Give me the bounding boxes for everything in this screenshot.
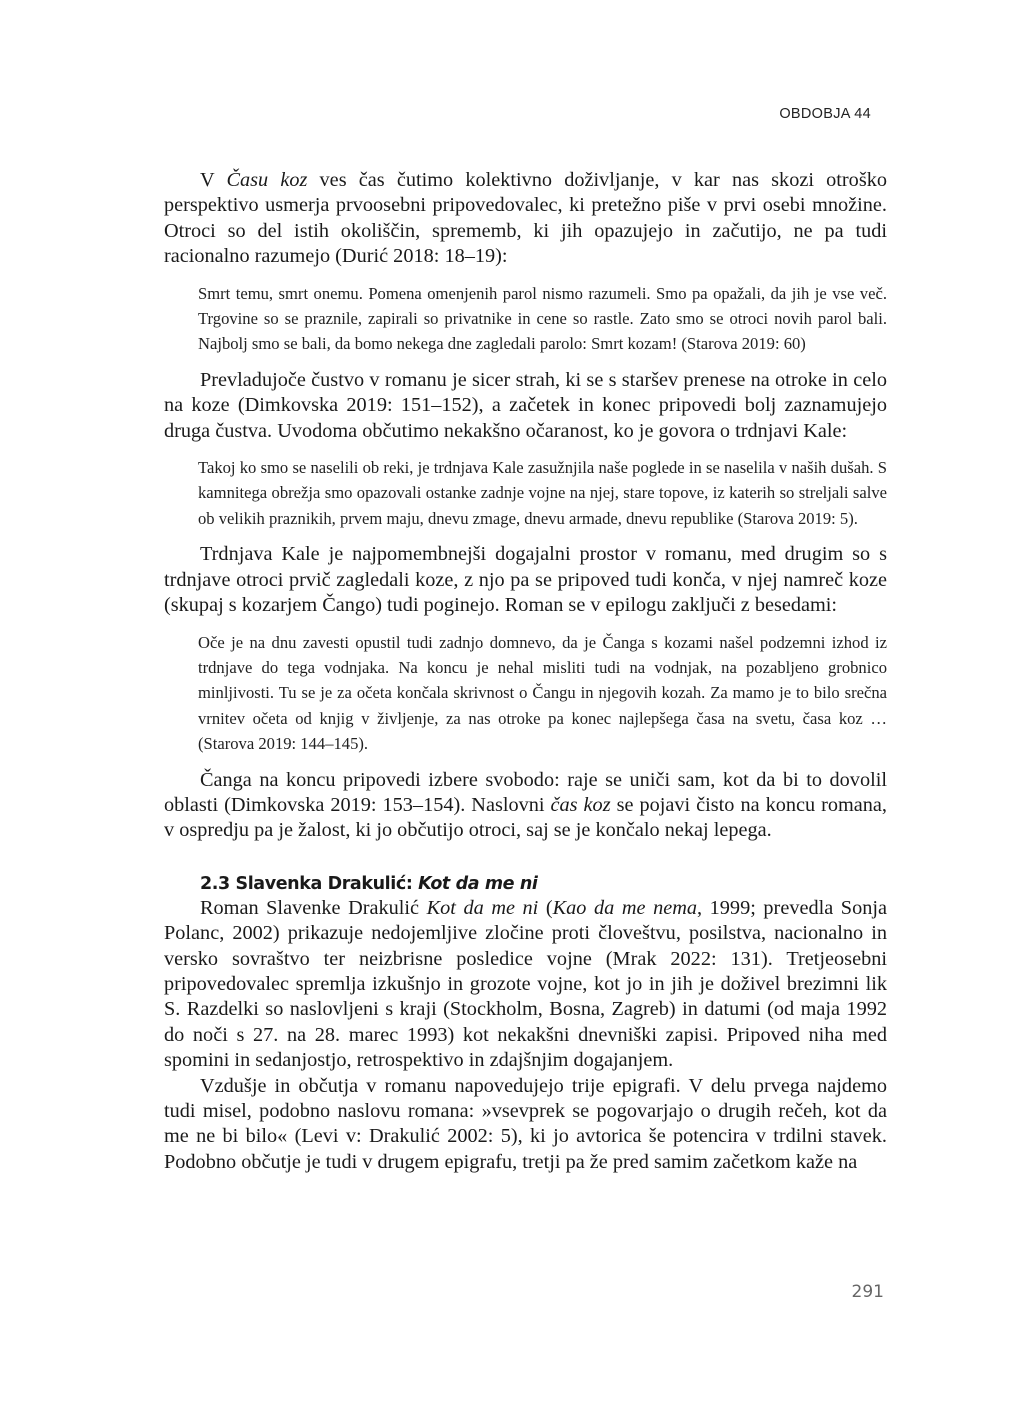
block-quote: Oče je na dnu zavesti opustil tudi zadnjo domnevo, da je Čanga s kozami našel podzemni izhod iz trdnjave do tega vodnjaka. Na koncu je nehal misliti tudi na vodnjak, na pozabljeno grobnico minljivosti. Tu se je za očeta končala skrivnost o Čangu in njegovih kozah. Za mamo je to bilo srečna vrnitev očeta od knjig v življenje, za nas otroke pa konec najlepšega časa na svetu, časa koz … (Starova 2019: 144–145). <box>198 632 887 754</box>
paragraph <box>164 768 887 844</box>
italic-title: čas koz <box>550 793 611 816</box>
italic-title: Kot da me ni <box>426 896 539 919</box>
italic-title: Času koz <box>226 169 308 191</box>
paragraph: Trdnjava Kale je najpomembnejši dogajalni prostor v romanu, med drugim so s trdnjave otroci prvič zagledali koze, z njo pa se pripoved tudi konča, v njej namreč koze (skupaj s kozarjem Čango) tudi poginejo. Roman se v epilogu zaključi z besedami: <box>164 543 887 617</box>
paragraph <box>164 896 887 1074</box>
page-body <box>164 168 887 1175</box>
heading-italic: Kot da me ni <box>418 873 538 894</box>
text: ( <box>538 896 553 919</box>
text: Roman Slavenke Drakulić <box>200 896 427 919</box>
text: se pojavi čisto na koncu romana, v ospredju pa je žalost, ki jo občutijo otroci, saj se je končalo nekaj lepega. <box>164 793 888 842</box>
text: V <box>200 169 227 191</box>
paragraph: Prevladujoče čustvo v romanu je sicer strah, ki se s staršev prenese na otroke in celo na koze (Dimkovska 2019: 151–152), a začetek in konec pripovedi bolj zaznamujejo druga čustva. Uvodoma občutimo nekakšno očaranost, ko je govora o trdnjavi Kale: <box>164 368 887 442</box>
page-number: 291 <box>851 1282 884 1302</box>
paragraph <box>164 168 887 270</box>
italic-title: Kao da me nema <box>552 896 698 919</box>
paragraph: Vzdušje in občutja v romanu napovedujejo trije epigrafi. V delu prvega najdemo tudi misel, podobno naslovu romana: »vsevprek se pogovarjajo o drugih rečeh, kot da me ne bi bilo« (Levi v: Drakulić 2002: 5), ki jo avtorica še potencira v trdilni stavek. Podobno občutje je tudi v drugem epigrafu, tretji pa že pred samim začetkom kaže na <box>164 1074 887 1173</box>
section-heading <box>200 872 887 896</box>
heading-text: 2.3 Slavenka Drakulić: <box>200 873 419 894</box>
text: , 1999; prevedla Sonja Polanc, 2002) prikazuje nedojemljive zločine proti človeštvu, posilstva, nacionalno in versko sovraštvo ter neizbrisne posledice vojne (Mrak 2022: 131). Tretjeosebni pripovedovalec spremlja izkušnjo in grozote vojne, kot jo in jih je doživel brezimni lik S. Razdelki so naslovljeni s kraji (Stockholm, Bosna, Zagreb) in datumi (od maja 1992 do noči s 27. na 28. marec 1993) kot nekakšni dnevniški zapisi. Pripoved niha med spomini in sedanjostjo, retrospektivo in zdajšnjim dogajanjem. <box>164 896 888 1072</box>
text: Čanga na koncu pripovedi izbere svobodo: raje se uniči sam, kot da bi to dovolil oblasti (Dimkovska 2019: 153–154). Naslovni <box>164 768 887 816</box>
block-quote: Takoj ko smo se naselili ob reki, je trdnjava Kale zasužnjila naše poglede in se naselila v naših dušah. S kamnitega obrežja smo opazovali ostanke zadnje vojne na njej, stare topove, iz katerih so streljali salve ob velikih praznikih, prvem maju, dnevu zmage, dnevu armade, dnevu republike (Starova 2019: 5). <box>198 458 887 528</box>
block-quote: Smrt temu, smrt onemu. Pomena omenjenih parol nismo razumeli. Smo pa opažali, da jih je vse več. Trgovine so se praznile, zapirali so privatnike in cene so rastle. Zato smo se otroci novih parol bali. Najbolj smo se bali, da bomo nekega dne zagledali parolo: Smrt kozam! (Starova 2019: 60) <box>198 283 887 354</box>
text: ves čas čutimo kolektivno doživljanje, v kar nas skozi otroško perspektivo usmerja prvoosebni pripovedovalec, ki pretežno piše v prvi osebi množine. Otroci so del istih okoliščin, sprememb, ki jih opazujejo in začutijo, ne pa tudi racionalno razumejo (Durić 2018: 18–19): <box>164 169 887 268</box>
running-header: OBDOBJA 44 <box>779 106 871 122</box>
